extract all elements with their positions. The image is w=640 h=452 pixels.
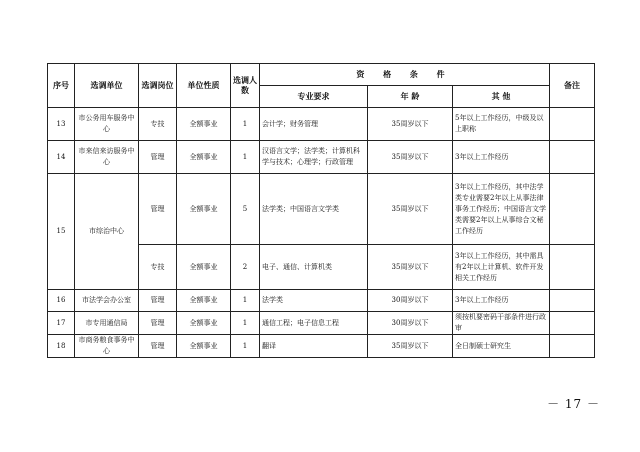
- header-count: 选调人数: [231, 64, 260, 108]
- cell-count: 5: [231, 174, 260, 245]
- cell-other: 须按机要密码干部条件进行政审: [453, 312, 550, 335]
- cell-nature: 全额事业: [177, 174, 231, 245]
- cell-seq: 13: [48, 108, 75, 141]
- header-position: 选调岗位: [139, 64, 177, 108]
- cell-other: 3年以上工作经历，其中法学类专业需要2年以上从事法律事务工作经历；中国语言文学类需要2年以上从事综合文秘工作经历: [453, 174, 550, 245]
- cell-remarks: [550, 335, 595, 358]
- cell-remarks: [550, 245, 595, 290]
- cell-remarks: [550, 174, 595, 245]
- cell-remarks: [550, 290, 595, 312]
- cell-unit: 市商务粮食事务中心: [75, 335, 139, 358]
- table-row: [48, 174, 595, 245]
- cell-seq: 16: [48, 290, 75, 312]
- cell-position: 管理: [139, 335, 177, 358]
- cell-unit: 市综治中心: [75, 174, 139, 290]
- cell-nature: 全额事业: [177, 141, 231, 174]
- cell-other: 5年以上工作经历，中级及以上职称: [453, 108, 550, 141]
- page-number: － 17 －: [547, 397, 600, 411]
- header-major: 专业要求: [260, 86, 368, 108]
- cell-major: 法学类；中国语言文学类: [260, 174, 368, 245]
- cell-unit: 市法学会办公室: [75, 290, 139, 312]
- cell-position: 专技: [139, 108, 177, 141]
- cell-age: 35周岁以下: [368, 335, 453, 358]
- cell-other: 3年以上工作经历，其中需具有2年以上计算机、软件开发相关工作经历: [453, 245, 550, 290]
- header-age: 年 龄: [368, 86, 453, 108]
- cell-age: 30周岁以下: [368, 312, 453, 335]
- cell-count: 1: [231, 141, 260, 174]
- table-row: [48, 141, 595, 174]
- cell-count: 1: [231, 335, 260, 358]
- cell-major: 电子、通信、计算机类: [260, 245, 368, 290]
- header-unit: 选调单位: [75, 64, 139, 108]
- cell-other: 3年以上工作经历: [453, 141, 550, 174]
- cell-unit: 市公务用车服务中心: [75, 108, 139, 141]
- header-other: 其 他: [453, 86, 550, 108]
- header-nature: 单位性质: [177, 64, 231, 108]
- cell-seq: 14: [48, 141, 75, 174]
- cell-position: 专技: [139, 245, 177, 290]
- cell-age: 35周岁以下: [368, 245, 453, 290]
- table-row: [48, 290, 595, 312]
- cell-major: 通信工程；电子信息工程: [260, 312, 368, 335]
- cell-remarks: [550, 312, 595, 335]
- table-row: [48, 108, 595, 141]
- table-row: [48, 312, 595, 335]
- cell-nature: 全额事业: [177, 335, 231, 358]
- header-remarks: 备注: [550, 64, 595, 108]
- recruitment-table: [47, 63, 595, 358]
- cell-seq: 15: [48, 174, 75, 290]
- table-row: [48, 335, 595, 358]
- cell-position: 管理: [139, 312, 177, 335]
- cell-position: 管理: [139, 174, 177, 245]
- cell-count: 1: [231, 108, 260, 141]
- cell-unit: 市专用通信局: [75, 312, 139, 335]
- cell-seq: 17: [48, 312, 75, 335]
- cell-age: 35周岁以下: [368, 174, 453, 245]
- cell-remarks: [550, 141, 595, 174]
- cell-age: 30周岁以下: [368, 290, 453, 312]
- cell-count: 2: [231, 245, 260, 290]
- cell-position: 管理: [139, 290, 177, 312]
- cell-unit: 市来信来访服务中心: [75, 141, 139, 174]
- cell-remarks: [550, 108, 595, 141]
- cell-age: 35周岁以下: [368, 141, 453, 174]
- cell-nature: 全额事业: [177, 290, 231, 312]
- cell-major: 汉语言文学；法学类；计算机科学与技术；心理学；行政管理: [260, 141, 368, 174]
- cell-nature: 全额事业: [177, 312, 231, 335]
- cell-count: 1: [231, 312, 260, 335]
- cell-major: 法学类: [260, 290, 368, 312]
- cell-nature: 全额事业: [177, 108, 231, 141]
- cell-other: 3年以上工作经历: [453, 290, 550, 312]
- header-row-1: [48, 64, 595, 86]
- cell-major: 会计学；财务管理: [260, 108, 368, 141]
- cell-major: 翻译: [260, 335, 368, 358]
- cell-other: 全日制硕士研究生: [453, 335, 550, 358]
- header-qualifications: 资 格 条 件: [260, 64, 550, 86]
- header-seq: 序号: [48, 64, 75, 108]
- cell-position: 管理: [139, 141, 177, 174]
- cell-age: 35周岁以下: [368, 108, 453, 141]
- cell-nature: 全额事业: [177, 245, 231, 290]
- cell-seq: 18: [48, 335, 75, 358]
- cell-count: 1: [231, 290, 260, 312]
